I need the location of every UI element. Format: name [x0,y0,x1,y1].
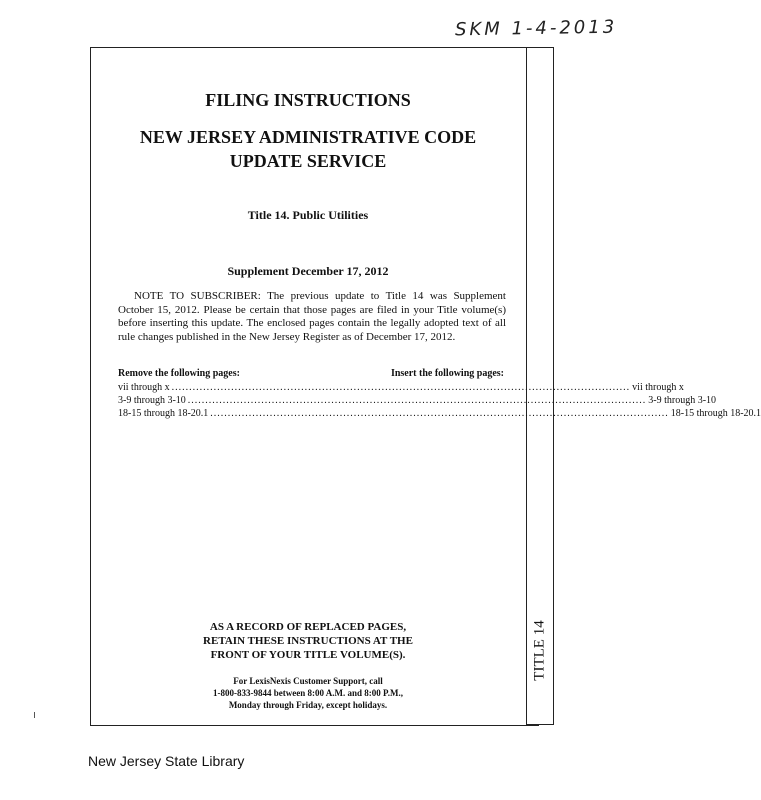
supplement-date: Supplement December 17, 2012 [227,264,389,278]
table-row [118,395,717,406]
table-row [118,382,684,393]
record-line: FRONT OF YOUR TITLE VOLUME(S). [210,649,406,661]
handwritten-annotation: SKM 1-4-2013 [454,16,618,41]
insert-pages: vii through x [632,382,684,393]
insert-header: Insert the following pages: [390,368,504,379]
leader-dots: ................................................................................................................................... [210,408,669,419]
leader-dots: ................................................................................................................................... [187,395,647,406]
library-footer: New Jersey State Library [88,753,245,769]
code-title [90,125,526,173]
support-line: Monday through Friday, except holidays. [228,700,388,710]
support-line: 1-800-833-9844 between 8:00 A.M. and 8:00 P.M., [213,688,403,698]
remove-pages: 18-15 through 18-20.1 [118,408,209,419]
page-title: FILING INSTRUCTIONS [205,90,411,110]
remove-pages: vii through x [118,382,170,393]
record-line: AS A RECORD OF REPLACED PAGES, [209,621,407,633]
record-line: RETAIN THESE INSTRUCTIONS AT THE [203,635,413,647]
remove-header: Remove the following pages: [118,368,240,379]
support-line: For LexisNexis Customer Support, call [233,676,383,686]
title-tab-label [526,610,554,690]
code-title-line-1: NEW JERSEY ADMINISTRATIVE CODE [139,127,477,147]
table-row [118,408,761,419]
record-instructions [90,620,526,662]
insert-pages: 18-15 through 18-20.1 [670,408,761,419]
tab-label-text: TITLE 14 [531,619,548,681]
subscriber-note: NOTE TO SUBSCRIBER: The previous update to Title 14 was Supplement October 15, 2012. Please be certain that those pages are filed in your Title volume(s) before inserting this update. The enclosed pages contain the legally adopted text of all rule changes published in the New Jersey Register as of December 17, 2012. [118,290,506,343]
table-header [118,368,504,379]
title-section: Title 14. Public Utilities [247,208,369,222]
remove-pages: 3-9 through 3-10 [118,395,186,406]
customer-support [90,675,526,711]
code-title-line-2: UPDATE SERVICE [229,151,387,171]
leader-dots: ................................................................................................................................... [171,382,631,393]
scan-mark [34,712,35,718]
insert-pages: 3-9 through 3-10 [648,395,717,406]
